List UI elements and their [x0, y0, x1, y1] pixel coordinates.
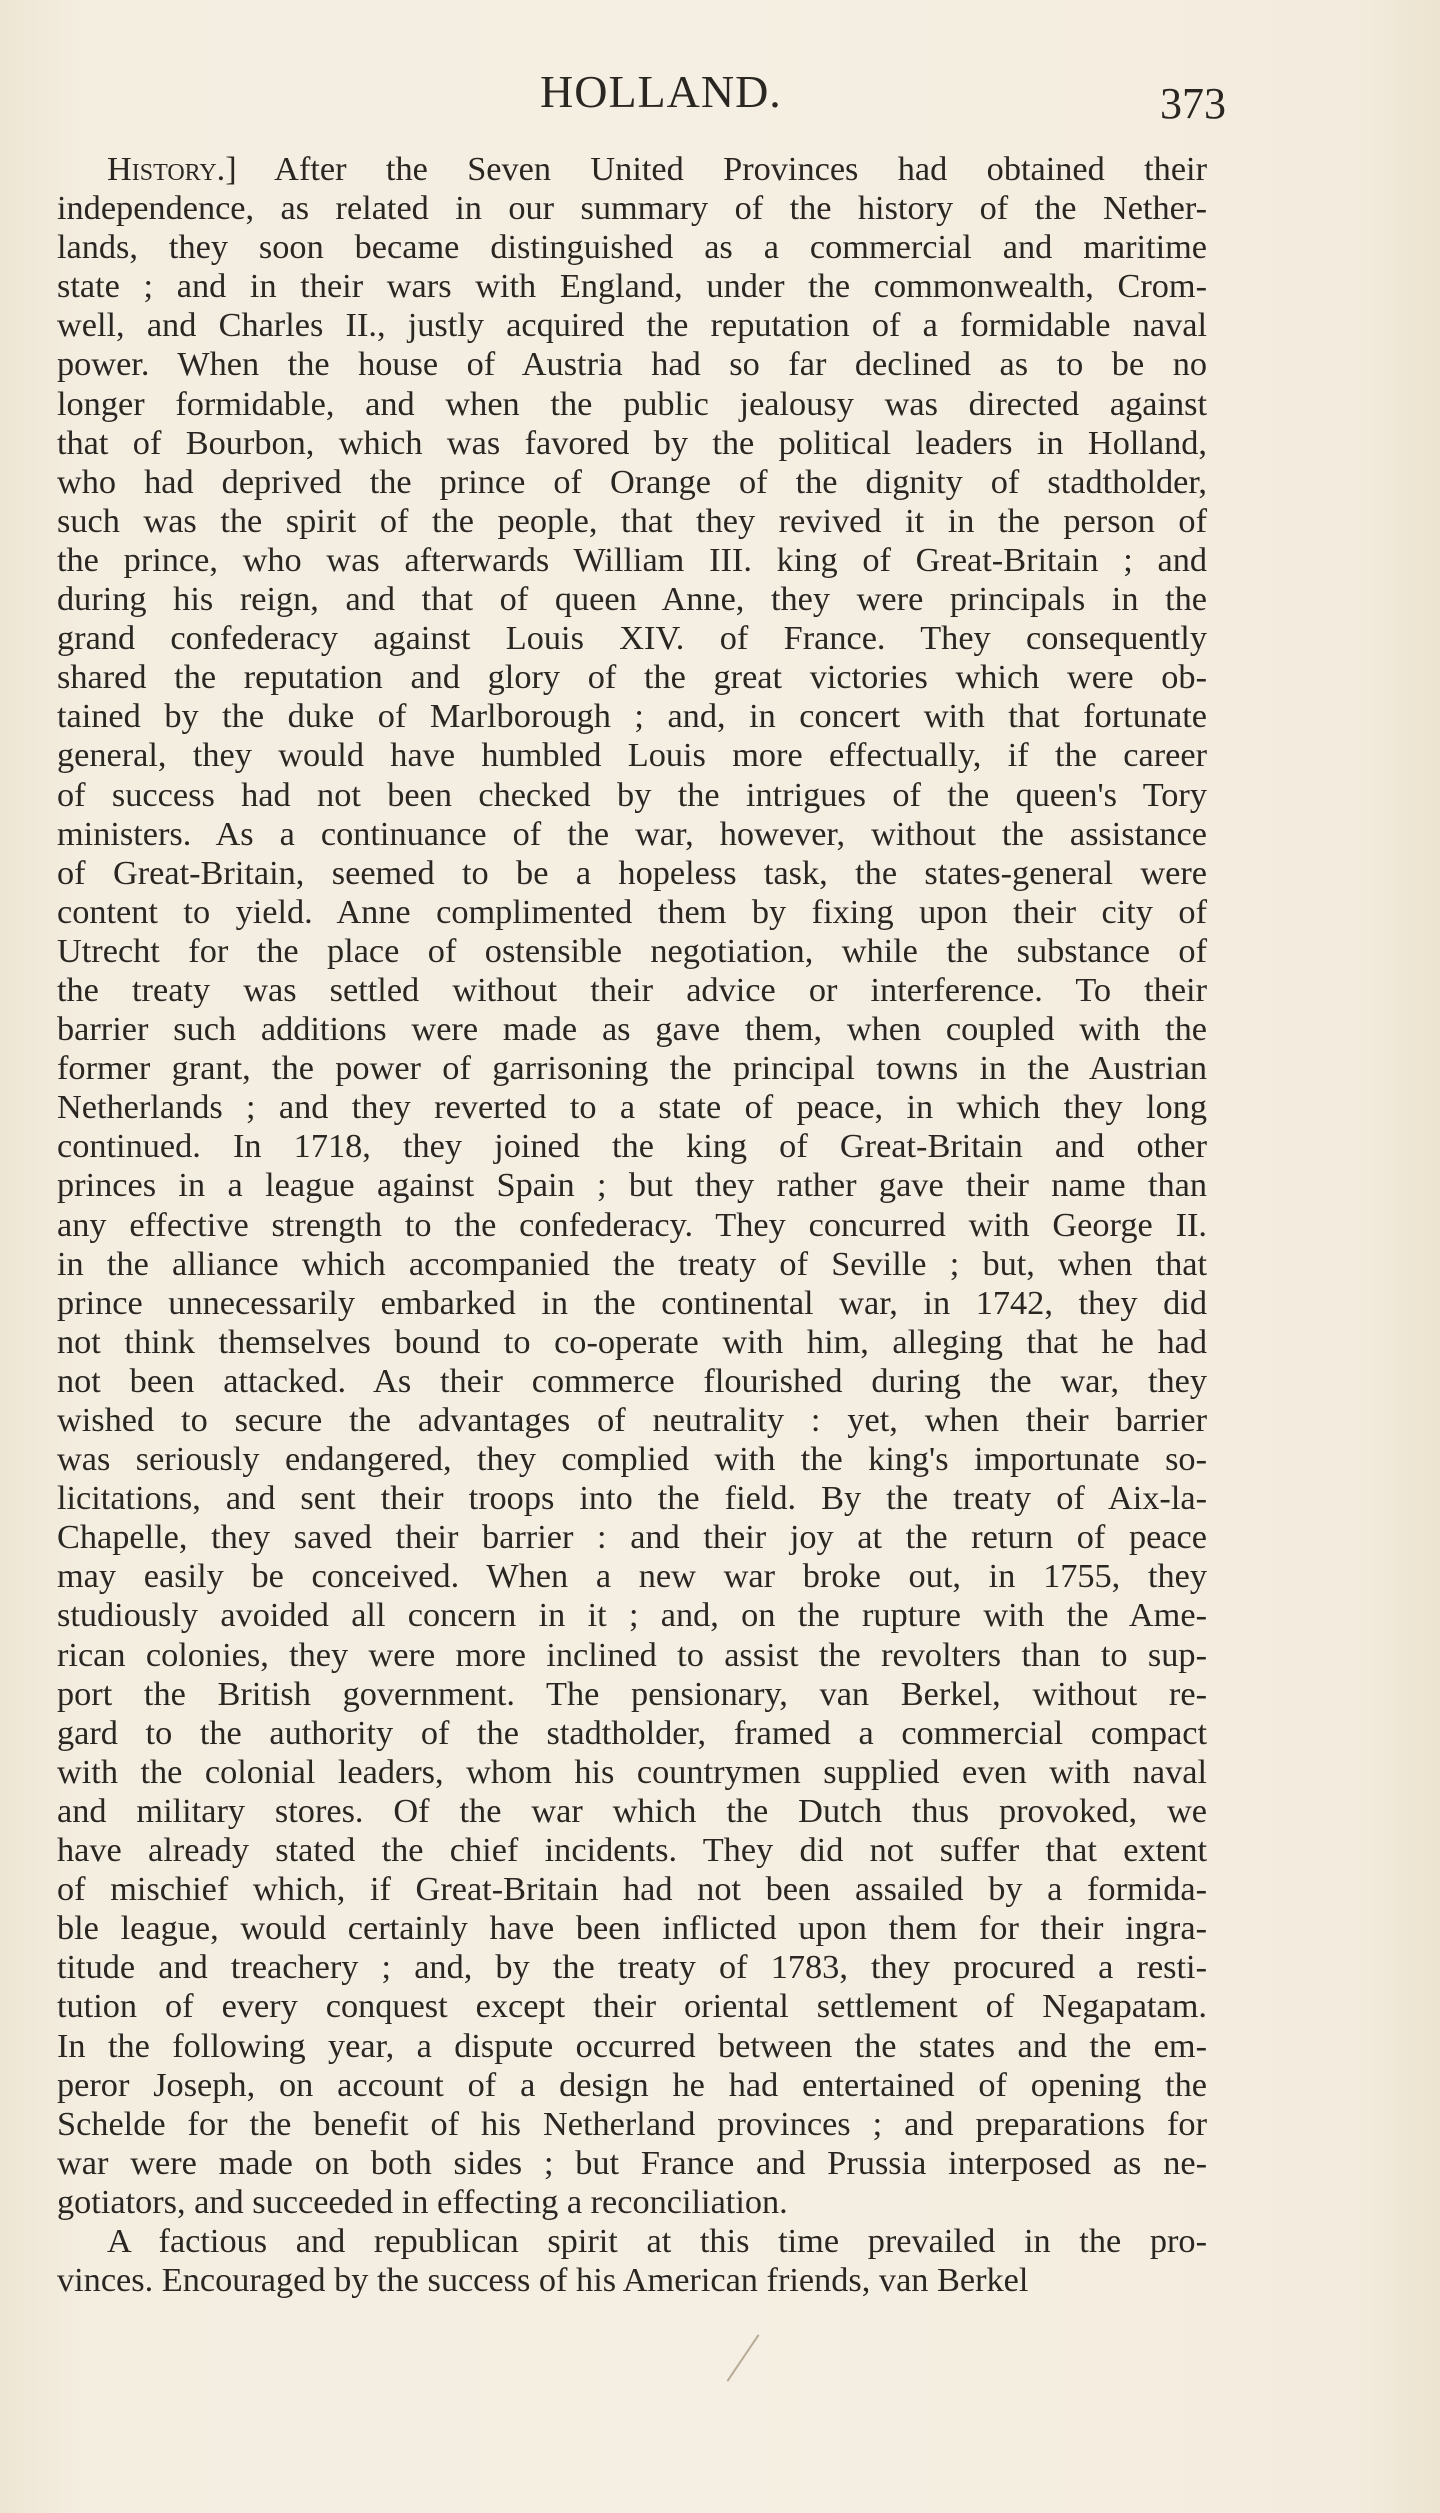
line-text: titude and treachery ; and, by the treaty of 1783, they procured a resti-: [57, 1948, 1207, 1987]
text-line: [57, 502, 1207, 541]
text-line: [57, 189, 1207, 228]
line-text: well, and Charles II., justly acquired the reputation of a formidable naval: [57, 306, 1207, 345]
text-line: [57, 1636, 1207, 1675]
text-line: [57, 815, 1207, 854]
line-text: with the colonial leaders, whom his countrymen supplied even with naval: [57, 1752, 1207, 1791]
text-line: [57, 1284, 1207, 1323]
text-line: [57, 1909, 1207, 1948]
text-line: [57, 619, 1207, 658]
text-line: [57, 1362, 1207, 1401]
text-line: [57, 1870, 1207, 1909]
line-text: war were made on both sides ; but France and Prussia interposed as ne-: [57, 2143, 1207, 2182]
text-line: [57, 1049, 1207, 1088]
text-line: [57, 150, 1207, 189]
line-text: that of Bourbon, which was favored by the political leaders in Holland,: [57, 423, 1207, 462]
text-line: [57, 1206, 1207, 1245]
text-line: [57, 971, 1207, 1010]
text-line: [57, 1987, 1207, 2026]
line-text: of mischief which, if Great-Britain had not been assailed by a formida-: [57, 1870, 1207, 1909]
text-line: [57, 1714, 1207, 1753]
line-text: In the following year, a dispute occurred between the states and the em-: [57, 2026, 1207, 2065]
line-text: vinces. Encouraged by the success of his American friends, van Berkel: [57, 2261, 1029, 2300]
line-text: gotiators, and succeeded in effecting a reconciliation.: [57, 2182, 788, 2221]
text-line: [57, 1518, 1207, 1557]
text-line: [57, 1596, 1207, 1635]
text-line: [57, 267, 1207, 306]
line-text: ministers. As a continuance of the war, however, without the assistance: [57, 814, 1207, 853]
text-line: [57, 1127, 1207, 1166]
text-line: [57, 1831, 1207, 1870]
line-text: Netherlands ; and they reverted to a state of peace, in which they long: [57, 1088, 1207, 1127]
line-text: of Great-Britain, seemed to be a hopeless task, the states-general were: [57, 853, 1207, 892]
line-text: grand confederacy against Louis XIV. of France. They consequently: [57, 619, 1207, 658]
line-text: barrier such additions were made as gave them, when coupled with the: [57, 1010, 1207, 1049]
text-line: [57, 228, 1207, 267]
line-text: former grant, the power of garrisoning the principal towns in the Austrian: [57, 1049, 1207, 1088]
line-text: lands, they soon became distinguished as a commercial and maritime: [57, 228, 1207, 267]
text-line: [57, 1557, 1207, 1596]
line-text: the treaty was settled without their advice or interference. To their: [57, 970, 1207, 1009]
line-text: licitations, and sent their troops into the field. By the treaty of Aix-la-: [57, 1479, 1207, 1518]
text-line: [57, 2144, 1207, 2183]
line-text: port the British government. The pensionary, van Berkel, without re-: [57, 1674, 1207, 1713]
line-text: such was the spirit of the people, that they revived it in the person of: [57, 501, 1207, 540]
line-text: not think themselves bound to co-operate with him, alleging that he had: [57, 1322, 1207, 1361]
text-line: [57, 2066, 1207, 2105]
line-text: studiously avoided all concern in it ; and, on the rupture with the Ame-: [57, 1596, 1207, 1635]
line-text: during his reign, and that of queen Anne, they were principals in the: [57, 580, 1207, 619]
text-line: [57, 1675, 1207, 1714]
text-line: [57, 424, 1207, 463]
text-line: [57, 306, 1207, 345]
line-text: tution of every conquest except their oriental settlement of Negapatam.: [57, 1987, 1207, 2026]
text-line: [57, 658, 1207, 697]
text-line: [57, 2183, 1207, 2222]
line-text: general, they would have humbled Louis more effectually, if the career: [57, 736, 1207, 775]
text-line: [57, 541, 1207, 580]
text-line: [57, 1088, 1207, 1127]
text-line: [57, 854, 1207, 893]
text-line: [57, 736, 1207, 775]
line-text: tained by the duke of Marlborough ; and, in concert with that fortunate: [57, 697, 1207, 736]
line-text: Chapelle, they saved their barrier : and their joy at the return of peace: [57, 1518, 1207, 1557]
text-line: [57, 697, 1207, 736]
line-text: peror Joseph, on account of a design he had entertained of opening the: [57, 2065, 1207, 2104]
text-line: [57, 2222, 1207, 2261]
line-text: power. When the house of Austria had so far declined as to be no: [57, 345, 1207, 384]
line-text: continued. In 1718, they joined the king of Great-Britain and other: [57, 1127, 1207, 1166]
line-text: may easily be conceived. When a new war broke out, in 1755, they: [57, 1557, 1207, 1596]
text-line: [57, 2261, 1207, 2300]
line-text: longer formidable, and when the public jealousy was directed against: [57, 384, 1207, 423]
text-line: [57, 385, 1207, 424]
line-text: independence, as related in our summary of the history of the Nether-: [57, 189, 1207, 228]
line-text: not been attacked. As their commerce flourished during the war, they: [57, 1361, 1207, 1400]
line-text: ble league, would certainly have been inflicted upon them for their ingra-: [57, 1909, 1207, 1948]
line-text: After the Seven United Provinces had obtained their: [236, 150, 1207, 188]
line-text: in the alliance which accompanied the treaty of Seville ; but, when that: [57, 1244, 1207, 1283]
section-label: History.]: [107, 150, 237, 188]
line-text: who had deprived the prince of Orange of the dignity of stadtholder,: [57, 462, 1207, 501]
text-line: [57, 463, 1207, 502]
paragraph-history: [57, 150, 1207, 2222]
text-line: [57, 893, 1207, 932]
stray-ink-mark: [727, 2334, 760, 2382]
text-line: [57, 1440, 1207, 1479]
text-line: [57, 1010, 1207, 1049]
text-line: [57, 2105, 1207, 2144]
body-text: [57, 150, 1207, 2300]
text-line: [57, 580, 1207, 619]
text-line: [57, 1792, 1207, 1831]
line-text: was seriously endangered, they complied with the king's importunate so-: [57, 1440, 1207, 1479]
line-text: princes in a league against Spain ; but they rather gave their name than: [57, 1166, 1207, 1205]
line-text: Schelde for the benefit of his Netherland provinces ; and preparations for: [57, 2104, 1207, 2143]
line-text: prince unnecessarily embarked in the continental war, in 1742, they did: [57, 1283, 1207, 1322]
paragraph-republican-spirit: [57, 2222, 1207, 2300]
text-line: [57, 345, 1207, 384]
line-text: wished to secure the advantages of neutrality : yet, when their barrier: [57, 1401, 1207, 1439]
text-line: [57, 2027, 1207, 2066]
line-text: any effective strength to the confederacy. They concurred with George II.: [57, 1205, 1207, 1244]
page-number: 373: [1160, 79, 1226, 128]
line-text: rican colonies, they were more inclined to assist the revolters than to sup-: [57, 1635, 1207, 1674]
text-line: [57, 1753, 1207, 1792]
running-head: HOLLAND.: [540, 66, 782, 117]
text-line: [57, 1401, 1207, 1440]
line-text: content to yield. Anne complimented them by fixing upon their city of: [57, 892, 1207, 931]
text-line: [57, 1245, 1207, 1284]
line-text: and military stores. Of the war which the Dutch thus provoked, we: [57, 1791, 1207, 1830]
line-text: shared the reputation and glory of the great victories which were ob-: [57, 658, 1207, 697]
text-line: [57, 1479, 1207, 1518]
line-text: Utrecht for the place of ostensible negotiation, while the substance of: [57, 931, 1207, 970]
line-text: the prince, who was afterwards William III. king of Great-Britain ; and: [57, 540, 1207, 579]
text-line: [57, 1166, 1207, 1205]
line-text: of success had not been checked by the intrigues of the queen's Tory: [57, 775, 1207, 814]
page-header: [0, 62, 1440, 128]
text-line: [57, 776, 1207, 815]
line-text: have already stated the chief incidents. They did not suffer that extent: [57, 1831, 1207, 1870]
line-text: state ; and in their wars with England, under the commonwealth, Crom-: [57, 267, 1207, 306]
line-text: gard to the authority of the stadtholder, framed a commercial compact: [57, 1713, 1207, 1752]
text-line: [57, 1323, 1207, 1362]
line-text: A factious and republican spirit at this time prevailed in the pro-: [107, 2221, 1207, 2260]
text-line: [57, 932, 1207, 971]
text-line: [57, 1948, 1207, 1987]
